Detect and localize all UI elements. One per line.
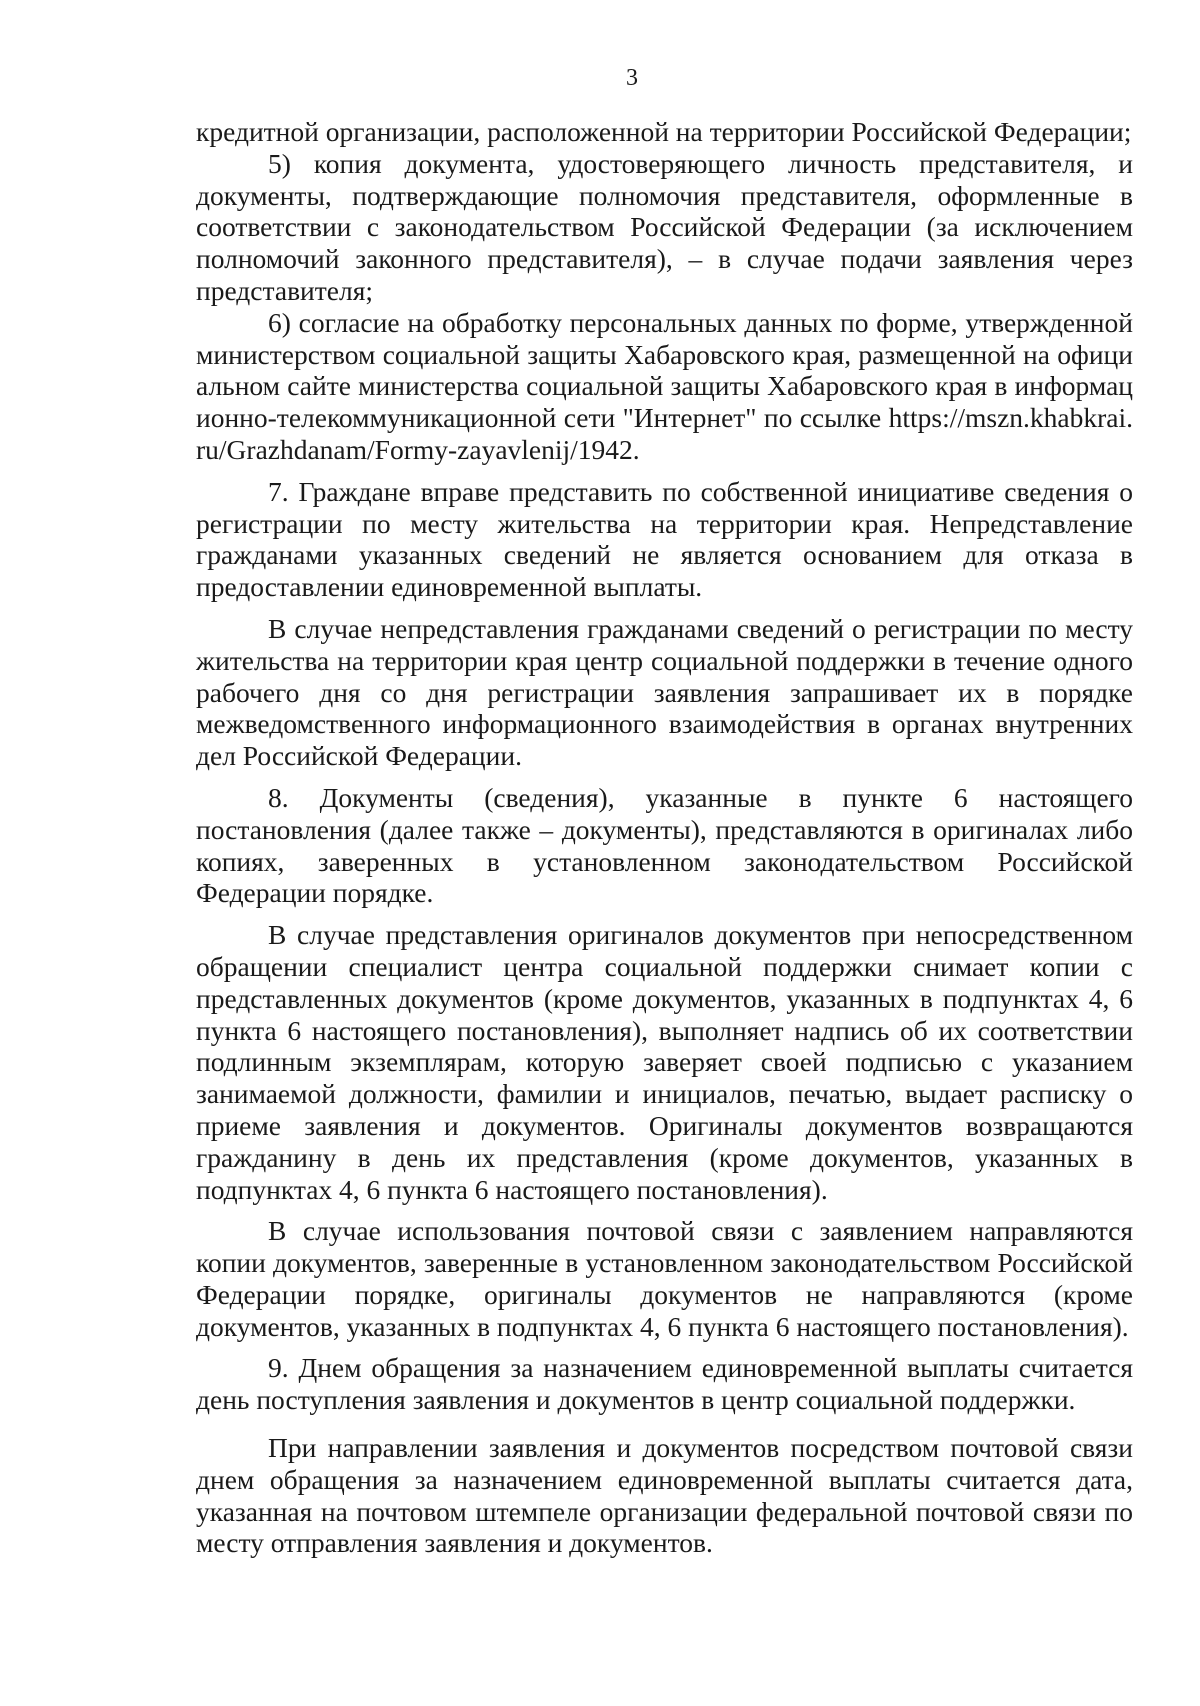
paragraph-postal-submission: В случае использования почтовой связи с заявлением направляются копии документов, заверенные в установленном законодательством Российской Федерации порядке, оригиналы документов не направляются (кроме документов, указанных в подпунктах 4, 6 пункта 6 настоящего постановления). [196, 1215, 1133, 1342]
paragraph-section-9-application-date: 9. Днем обращения за назначением единовременной выплаты считается день поступления заявления и документов в центр социальной поддержки. [196, 1352, 1133, 1416]
paragraph-postal-application-date: При направлении заявления и документов посредством почтовой связи днем обращения за назначением единовременной выплаты считается дата, указанная на почтовом штемпеле организации федеральной почтовой связи по месту отправления заявления и документов. [196, 1432, 1133, 1559]
document-body [196, 116, 1133, 1559]
paragraph-section-7-registration-info: 7. Граждане вправе представить по собственной инициативе сведения о регистрации по месту жительства на территории края. Непредставление гражданами указанных сведений не является основанием для отказа в предоставлении единовременной выплаты. [196, 475, 1133, 603]
page-number: 3 [626, 65, 638, 91]
paragraph-credit-organization: кредитной организации, расположенной на территории Российской Федерации; [196, 116, 1132, 147]
paragraph-section-8-documents: 8. Документы (сведения), указанные в пункте 6 настоящего постановления (далее также – документы), представляются в оригиналах либо копиях, заверенных в установленном законодательством Российской Федерации порядке. [196, 781, 1133, 909]
paragraph-item-6-personal-data-consent: 6) согласие на обработку персональных данных по форме, утвержденной министерством социальной защиты Хабаровского края, размещенной на официальном сайте министерства социальной защиты Хабаровского края в информационно-телекоммуникационной сети "Интернет" по ссылке https://mszn.khabkrai.ru/Grazhdanam/Formy-zayavlenij/1942. [196, 306, 1133, 465]
paragraph-original-documents: В случае представления оригиналов документов при непосредственном обращении специалист центра социальной поддержки снимает копии с представленных документов (кроме документов, указанных в подпунктах 4, 6 пункта 6 настоящего постановления), выполняет надпись об их соответствии подлинным экземплярам, которую заверяет своей подписью с указанием занимаемой должности, фамилии и инициалов, печатью, выдает расписку о приеме заявления и документов. Оригиналы документов возвращаются гражданину в день их представления (кроме документов, указанных в подпунктах 4, 6 пункта 6 настоящего постановления). [196, 919, 1133, 1205]
paragraph-interagency-request: В случае непредставления гражданами сведений о регистрации по месту жительства на территории края центр социальной поддержки в течение одного рабочего дня со дня регистрации заявления запрашивает их в порядке межведомственного информационного взаимодействия в органах внутренних дел Российской Федерации. [196, 612, 1133, 772]
paragraph-item-5-representative-id: 5) копия документа, удостоверяющего личность представителя, и документы, подтверждающие полномочия представителя, оформленные в соответствии с законодательством Российской Федерации (за исключением полномочий законного представителя), – в случае подачи заявления через представителя; [196, 147, 1133, 306]
